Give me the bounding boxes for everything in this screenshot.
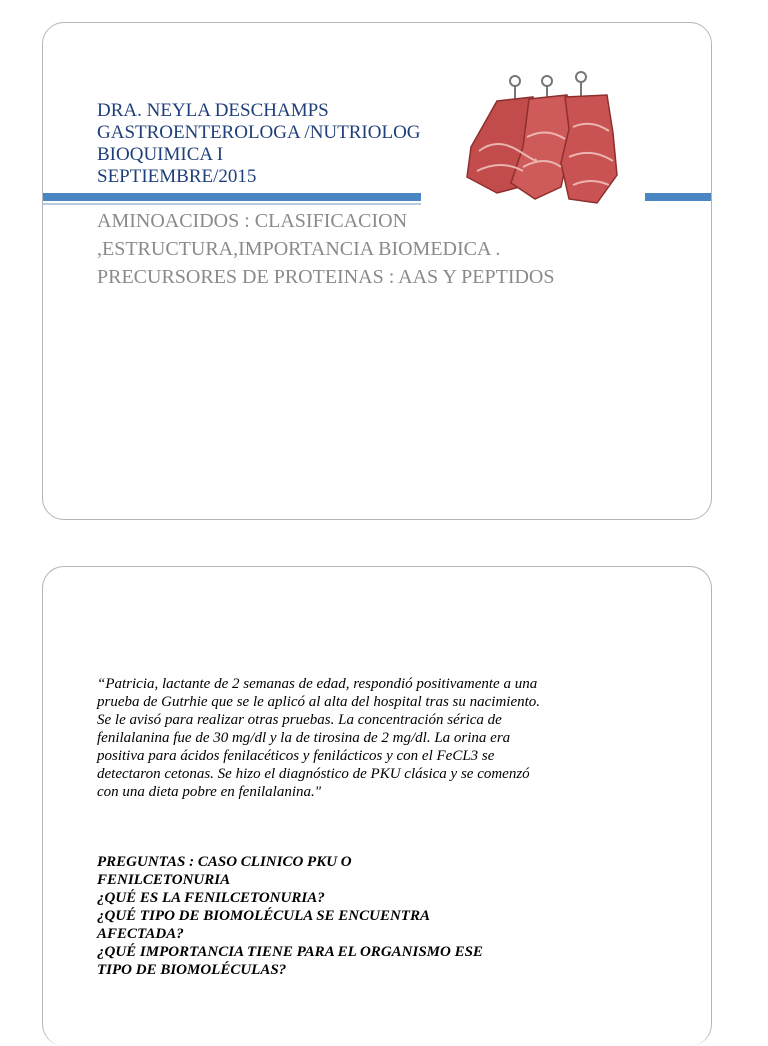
slide-header bbox=[97, 100, 421, 188]
question-line: ¿QUÉ TIPO DE BIOMOLÉCULA SE ENCUENTRA bbox=[97, 908, 430, 924]
author-specialty: GASTROENTEROLOGA /NUTRIOLOG bbox=[97, 122, 421, 143]
question-line: PREGUNTAS : CASO CLINICO PKU O bbox=[97, 854, 352, 870]
presentation-date: SEPTIEMBRE/2015 bbox=[97, 166, 257, 187]
title-line-1: AMINOACIDOS : CLASIFICACION bbox=[97, 210, 408, 232]
clinical-case-text: “Patricia, lactante de 2 semanas de edad, respondió positivamente a una prueba de Gutrhie que se le aplicó al alta del hospital tras su nacimiento. Se le avisó para realizar otras pruebas. La concentración sérica de fenilalanina fue de 30 mg/dl y la de tirosina de 2 mg/dl. La orina era positiva para ácidos fenilacéticos y fenilácticos y con el FeCL3 se detectaron cetonas. Se hizo el diagnóstico de PKU clásica y se comenzó con una dieta pobre en fenilalanina." bbox=[97, 676, 541, 800]
slide-1 bbox=[42, 22, 712, 520]
slide-2 bbox=[42, 566, 712, 1046]
question-line: FENILCETONURIA bbox=[97, 872, 231, 888]
slide-title bbox=[97, 207, 555, 291]
question-line: ¿QUÉ IMPORTANCIA TIENE PARA EL ORGANISMO ESE bbox=[97, 944, 483, 960]
hanging-meat-icon bbox=[457, 67, 647, 217]
accent-bar-left bbox=[43, 193, 421, 201]
question-line: ¿QUÉ ES LA FENILCETONURIA? bbox=[97, 890, 325, 906]
accent-bar-right bbox=[645, 193, 712, 201]
title-line-2: ,ESTRUCTURA,IMPORTANCIA BIOMEDICA . bbox=[97, 238, 501, 260]
accent-bar-thin bbox=[43, 203, 421, 205]
case-questions bbox=[97, 853, 557, 979]
title-line-3: PRECURSORES DE PROTEINAS : AAS Y PEPTIDOS bbox=[97, 266, 555, 288]
course-name: BIOQUIMICA I bbox=[97, 144, 224, 165]
question-line: AFECTADA? bbox=[97, 926, 184, 942]
author-name: DRA. NEYLA DESCHAMPS bbox=[97, 100, 329, 121]
question-line: TIPO DE BIOMOLÉCULAS? bbox=[97, 962, 287, 978]
